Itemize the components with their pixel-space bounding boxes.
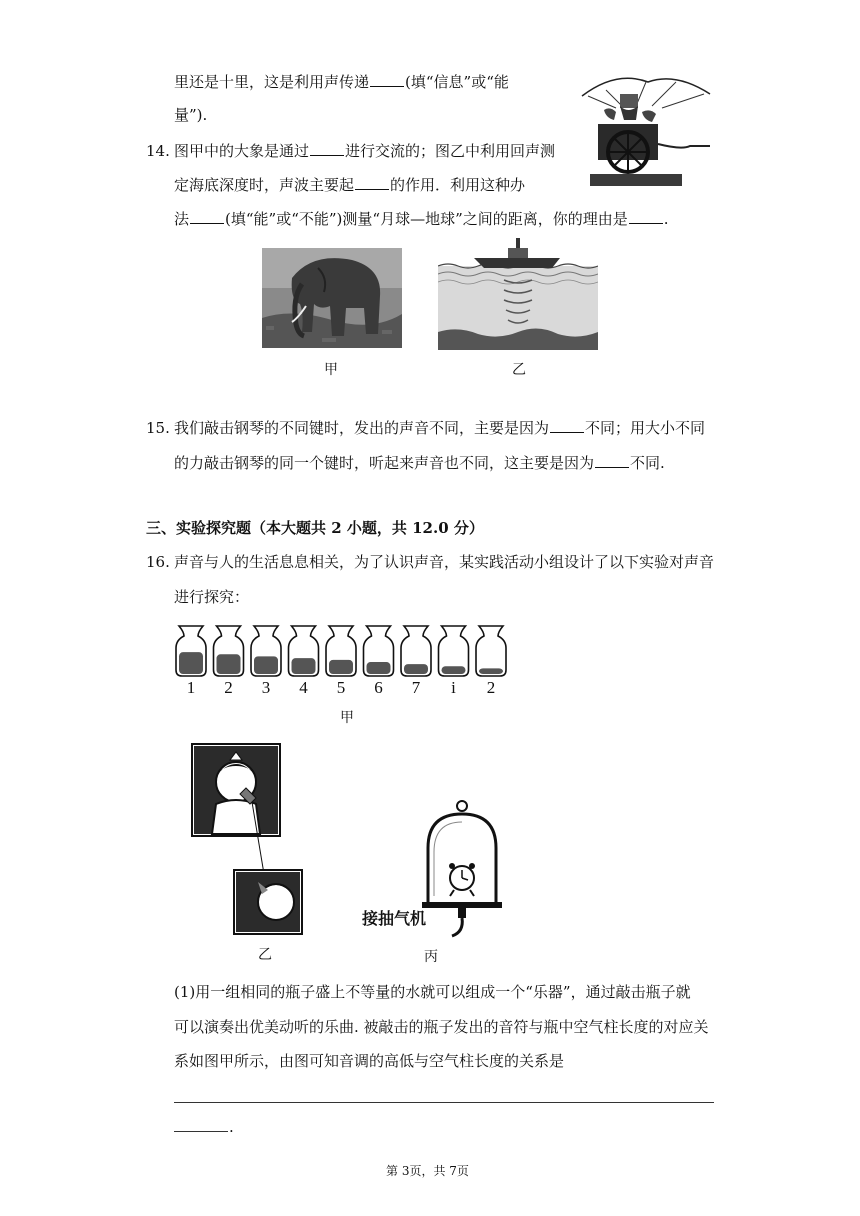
string-telephone-figure [190, 742, 304, 938]
q14-line-2 [174, 175, 525, 195]
q14-text-2a: 定海底深度时，声波主要起 [174, 176, 355, 194]
bottle-2 [214, 626, 244, 676]
section-3-title: 三、实验探究题（本大题共 2 小题，共 12.0 分） [146, 519, 484, 537]
bottle-4 [289, 626, 319, 676]
bottle-1 [176, 626, 206, 676]
bottle-water [329, 660, 353, 674]
q13-text-a: 里还是十里，这是利用声传递 [174, 73, 370, 91]
bottle-label-9: 2 [486, 678, 496, 697]
q15-blank-2 [595, 453, 629, 468]
q16-answer-line [174, 1102, 714, 1103]
bottle-label-4: 4 [299, 678, 308, 697]
q16-line-2: 进行探究： [174, 588, 250, 606]
q13-text-b: (填“信息”或“能 [405, 73, 509, 91]
bottle-7 [401, 626, 431, 676]
q16-sub1-line-3: 系如图甲所示，由图可知音调的高低与空气柱长度的关系是 [174, 1052, 565, 1070]
q15-line-2 [174, 453, 665, 473]
q15-text-2a: 的力敲击钢琴的同一个键时，听起来声音也不同，这主要是因为 [174, 454, 595, 472]
q13-line-2: 量”). [174, 106, 208, 124]
q15-line-1 [174, 418, 705, 438]
bottle-water [442, 666, 466, 674]
q15-text-1a: 我们敲击钢琴的不同键时，发出的声音不同，主要是因为 [174, 419, 550, 437]
bottle-5 [326, 626, 356, 676]
bottle-label-2: 2 [224, 678, 233, 697]
bottle-water [292, 658, 316, 674]
ship-sonar-figure [438, 236, 598, 350]
q15-text-1b: 不同；用大小不同 [585, 419, 706, 437]
q16-caption-jia: 甲 [340, 710, 354, 726]
bottle-label-7: 7 [411, 678, 421, 697]
q14-text-1b: 进行交流的；图乙中利用回声测 [345, 142, 556, 160]
q14-line-1 [174, 141, 555, 161]
q14-text-1a: 图甲中的大象是通过 [174, 142, 310, 160]
q16-line-1: 声音与人的生活息息相关，为了认识声音，某实践活动小组设计了以下实验对声音 [174, 553, 715, 571]
bottle-water [404, 664, 428, 674]
q14-line-3 [174, 209, 669, 229]
q16-caption-yi: 乙 [258, 947, 272, 963]
q13-blank [370, 72, 404, 87]
bottle-3 [251, 626, 281, 676]
bottle-water [254, 656, 278, 674]
q14-blank-1 [310, 141, 344, 156]
bottles-figure [172, 622, 522, 678]
q14-number: 14. [146, 142, 170, 160]
bottle-water [217, 654, 241, 674]
q14-caption-yi: 乙 [512, 362, 526, 378]
bottle-6 [364, 626, 394, 676]
bottle-label-3: 3 [261, 678, 271, 697]
bottle-label-5: 5 [336, 678, 346, 697]
q14-text-2b: 的作用．利用这种办 [390, 176, 526, 194]
q15-text-2b: 不同. [630, 454, 665, 472]
q15-blank-1 [550, 418, 584, 433]
q15-number: 15. [146, 419, 170, 437]
q14-caption-jia: 甲 [324, 362, 338, 378]
chariot-figure [576, 68, 716, 190]
q14-text-3b: (填“能”或“不能”)测量“月球—地球”之间的距离，你的理由是 [225, 210, 628, 228]
bell-jar-figure [418, 798, 508, 940]
q16-answer-line-2 [174, 1131, 228, 1132]
q14-blank-2 [355, 175, 389, 190]
bottle-8 [439, 626, 469, 676]
bottle-water [367, 662, 391, 674]
q16-caption-bing: 丙 [424, 949, 438, 965]
q14-text-3c: . [663, 210, 669, 228]
q16-sub1-line-1: (1)用一组相同的瓶子盛上不等量的水就可以组成一个“乐器”，通过敲击瓶子就 [174, 983, 691, 1001]
q16-sub1-end: . [229, 1118, 234, 1136]
q14-text-3a: 法 [174, 210, 190, 228]
bottle-water [179, 652, 203, 674]
q14-blank-4 [629, 209, 663, 224]
page-footer: 第 3页，共 7页 [386, 1164, 469, 1178]
bottle-label-8: i [451, 678, 456, 697]
pump-label: 接抽气机 [362, 909, 427, 928]
q14-blank-3 [190, 209, 224, 224]
bottle-water [479, 668, 503, 674]
bottle-label-1: 1 [186, 678, 196, 697]
q13-line-1 [174, 72, 509, 92]
elephant-photo [262, 248, 402, 348]
q16-number: 16. [146, 553, 170, 571]
q16-sub1-line-2: 可以演奏出优美动听的乐曲. 被敲击的瓶子发出的音符与瓶中空气柱长度的对应关 [174, 1018, 709, 1036]
bottle-label-6: 6 [374, 678, 383, 697]
bottle-9 [476, 626, 506, 676]
